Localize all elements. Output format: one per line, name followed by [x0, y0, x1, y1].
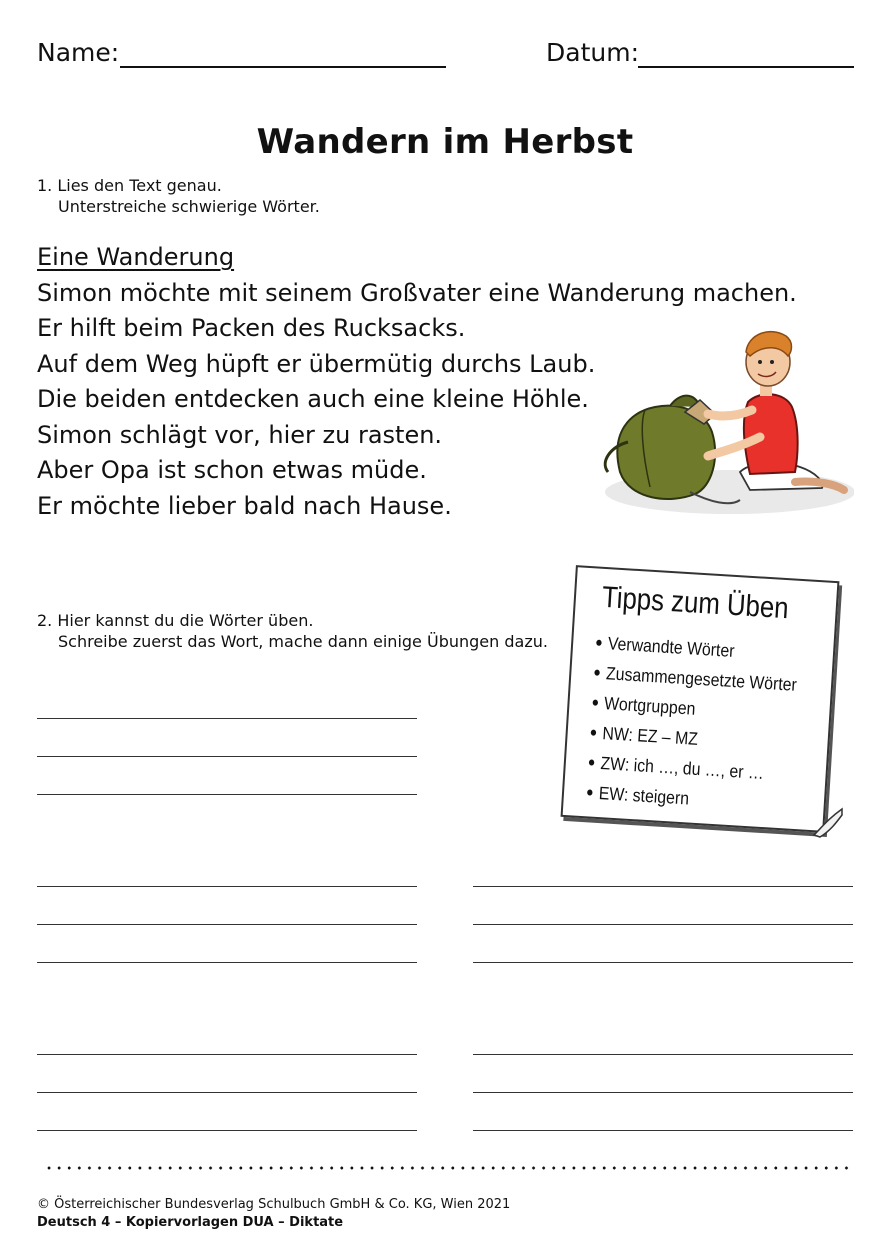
story-line: Simon möchte mit seinem Großvater eine Wanderung machen. — [37, 278, 797, 307]
tip-item: ● Wortgruppen — [591, 693, 697, 719]
writing-line[interactable] — [473, 1054, 853, 1055]
writing-line[interactable] — [473, 1092, 853, 1093]
task1-line1: 1. Lies den Text genau. — [37, 176, 222, 195]
story-line: Auf dem Weg hüpft er übermütig durchs Laub. — [37, 349, 596, 378]
task2-line2: Schreibe zuerst das Wort, mache dann einige Übungen dazu. — [58, 632, 548, 651]
date-label: Datum: — [546, 38, 639, 67]
tip-item: ● ZW: ich …, du …, er … — [587, 753, 765, 784]
writing-line[interactable] — [473, 962, 853, 963]
bullet-icon: ● — [591, 693, 600, 710]
bullet-icon: ● — [589, 723, 598, 740]
name-field[interactable] — [120, 66, 446, 68]
tip-item: ● EW: steigern — [585, 783, 690, 809]
tips-title: Tipps zum Üben — [601, 580, 790, 626]
page-curl-icon — [812, 805, 846, 839]
bullet-icon: ● — [585, 783, 595, 800]
bullet-icon: ● — [587, 753, 596, 770]
writing-line[interactable] — [473, 1130, 853, 1131]
task1-line2: Unterstreiche schwierige Wörter. — [58, 197, 320, 216]
writing-line[interactable] — [37, 1054, 417, 1055]
writing-line[interactable] — [37, 1130, 417, 1131]
tips-note — [568, 573, 832, 825]
writing-line[interactable] — [37, 1092, 417, 1093]
writing-line[interactable] — [37, 924, 417, 925]
tip-item: ● Zusammengesetzte Wörter — [592, 663, 798, 695]
page-title: Wandern im Herbst — [256, 122, 634, 162]
writing-line[interactable] — [37, 794, 417, 795]
writing-line[interactable] — [473, 924, 853, 925]
story-line: Aber Opa ist schon etwas müde. — [37, 456, 427, 484]
story-line: Er möchte lieber bald nach Hause. — [37, 491, 452, 520]
name-label: Name: — [37, 38, 120, 67]
boy-packing-backpack-illustration — [600, 322, 854, 522]
writing-line[interactable] — [37, 886, 417, 887]
writing-line[interactable] — [37, 718, 417, 719]
bullet-icon: ● — [592, 663, 602, 680]
footer-series: Deutsch 4 – Kopiervorlagen DUA – Diktate — [37, 1215, 344, 1230]
writing-line[interactable] — [37, 962, 417, 963]
tip-item: ● Verwandte Wörter — [594, 633, 736, 661]
tip-item: ● NW: EZ – MZ — [589, 723, 699, 749]
story-line: Die beiden entdecken auch eine kleine Höhle. — [37, 385, 589, 413]
task2-line1: 2. Hier kannst du die Wörter üben. — [37, 611, 314, 630]
dotted-separator — [44, 1162, 854, 1174]
story-heading: Eine Wanderung — [37, 243, 235, 271]
task2-instructions — [37, 610, 548, 652]
date-field[interactable] — [638, 66, 854, 68]
writing-line[interactable] — [473, 886, 853, 887]
task1-instructions — [37, 175, 320, 217]
story-line: Er hilft beim Packen des Rucksacks. — [37, 314, 466, 342]
story-line: Simon schlägt vor, hier zu rasten. — [37, 420, 443, 449]
footer-copyright: © Österreichischer Bundesverlag Schulbuch GmbH & Co. KG, Wien 2021 — [37, 1197, 511, 1212]
bullet-icon: ● — [594, 633, 604, 650]
writing-line[interactable] — [37, 756, 417, 757]
